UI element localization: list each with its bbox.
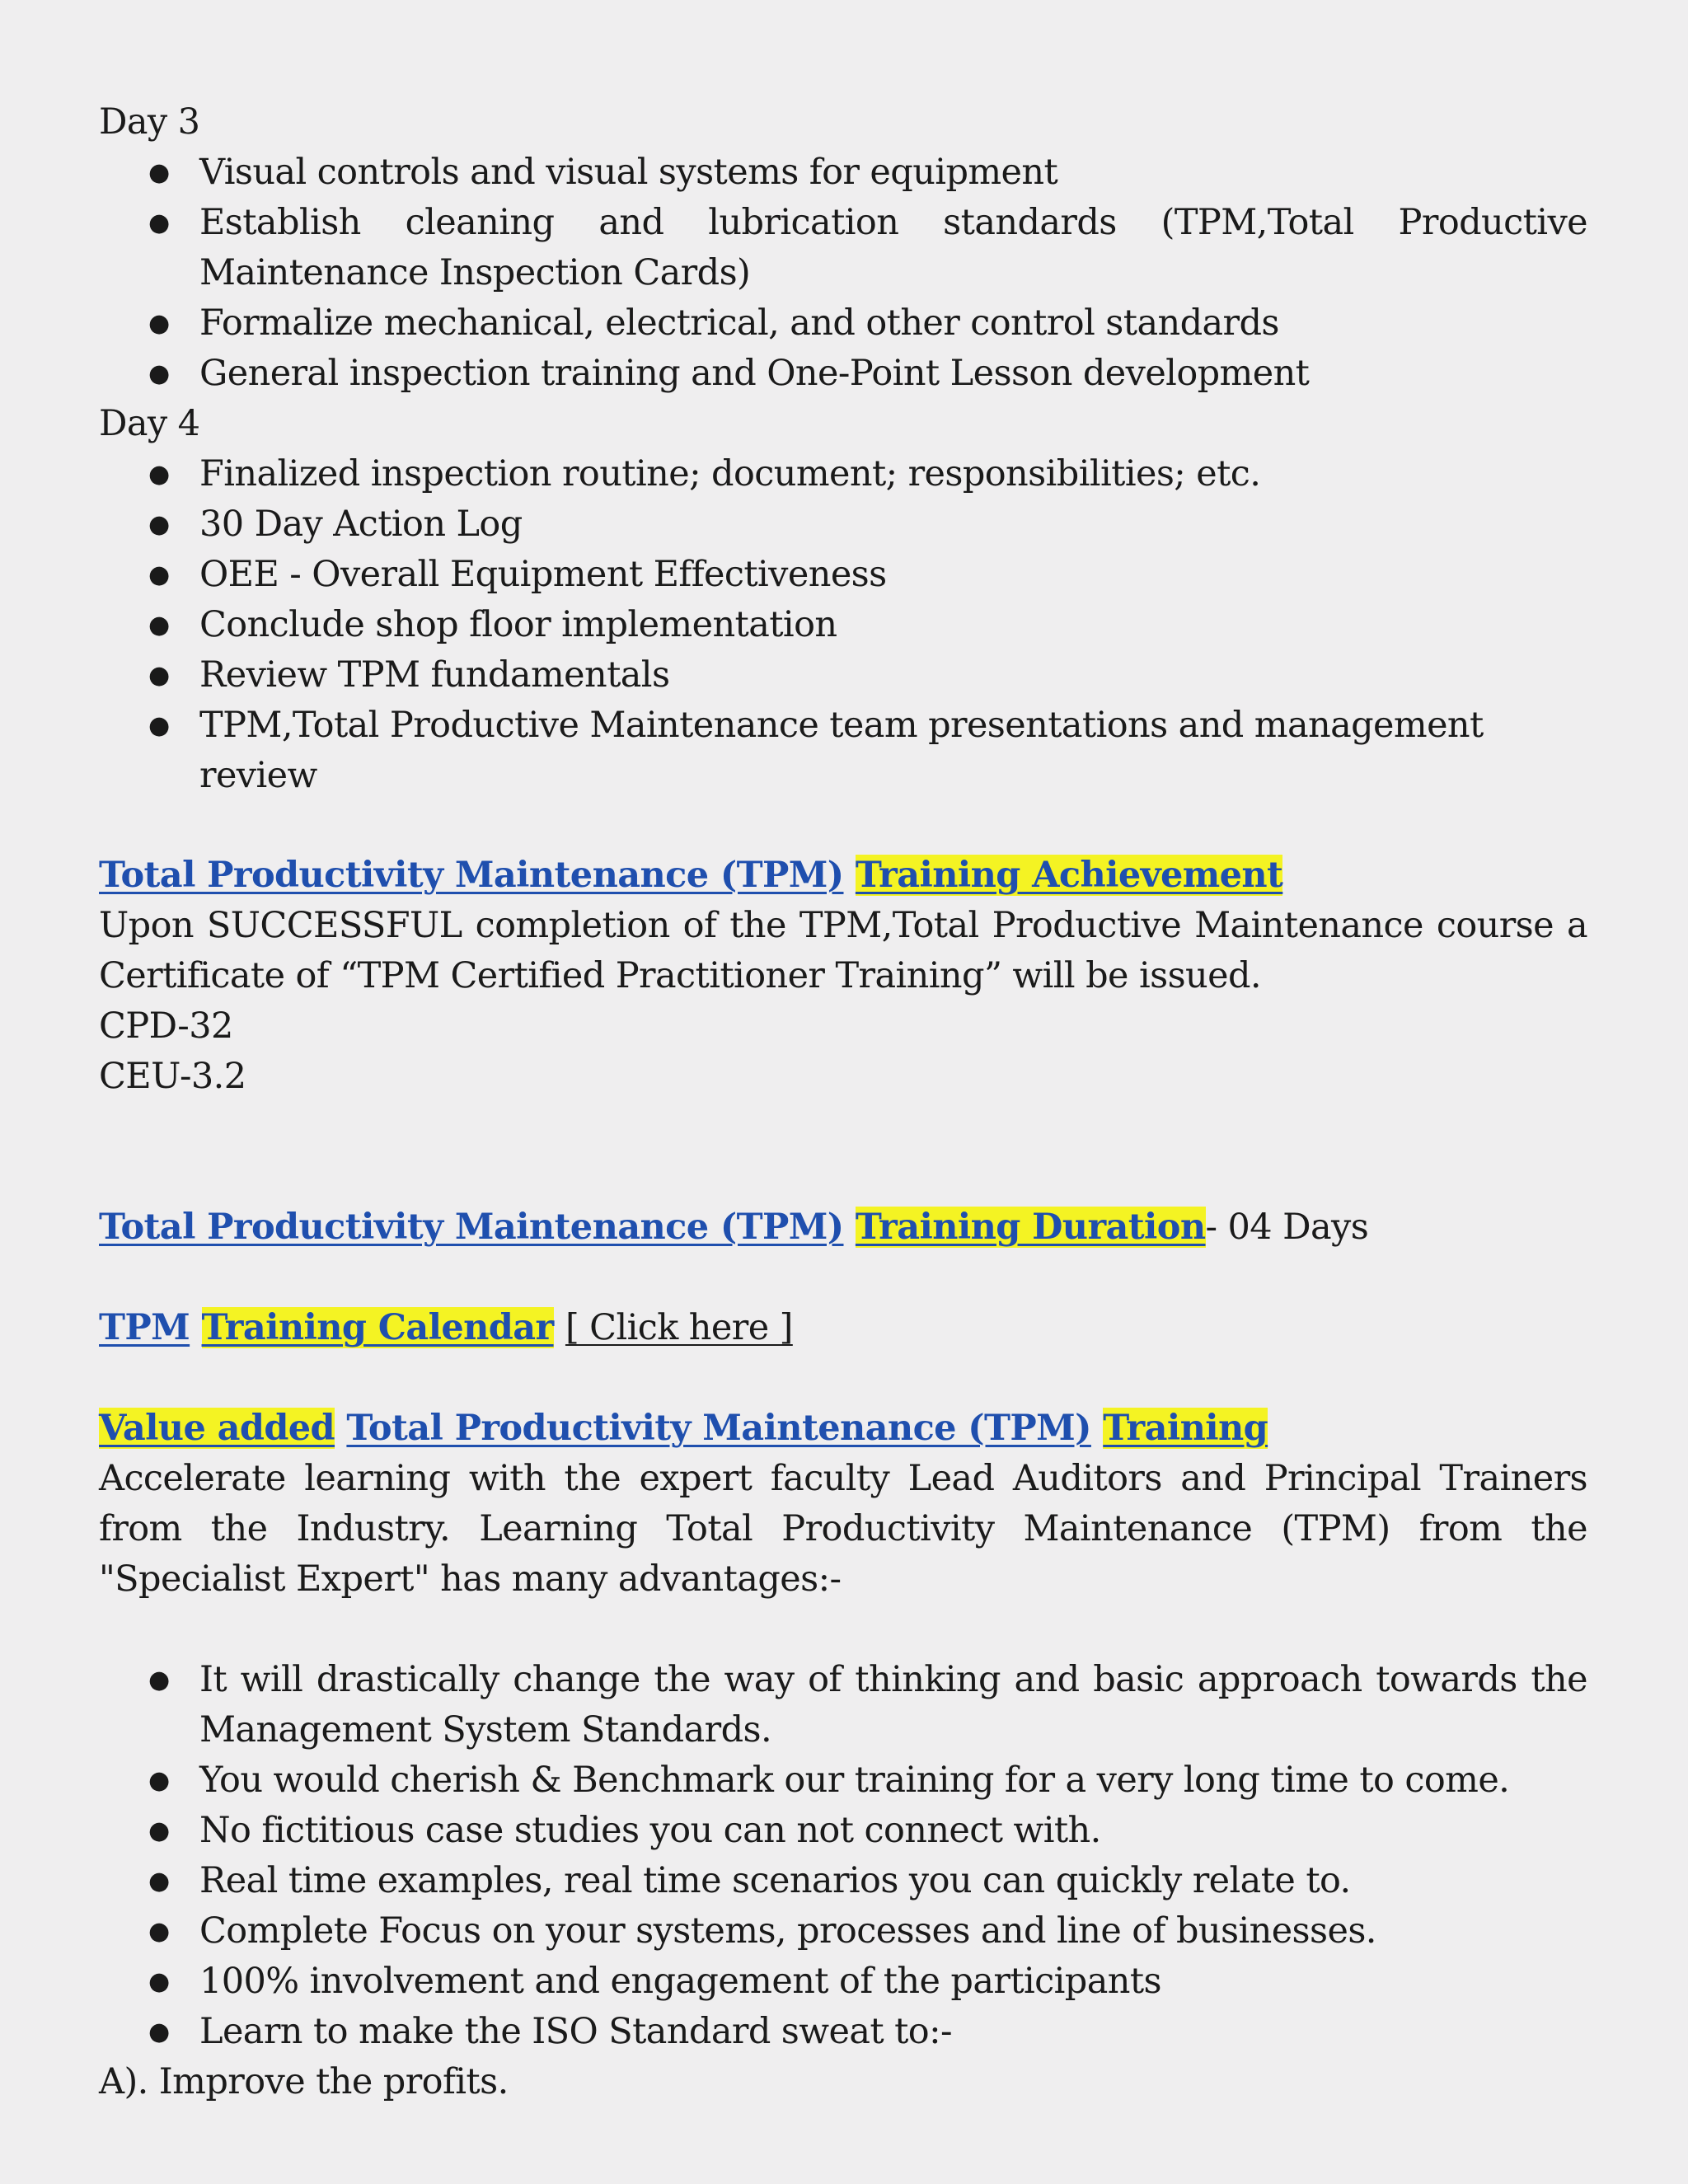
list-item: ● Review TPM fundamentals: [199, 650, 1587, 701]
achievement-heading: [99, 851, 1587, 901]
list-item: ● OEE - Overall Equipment Effectiveness: [199, 550, 1587, 600]
value-added-list: [99, 1655, 1587, 2057]
ceu-value: CEU-3.2: [99, 1056, 246, 1097]
day-4-list: [99, 449, 1587, 801]
list-item: ● You would cherish & Benchmark our training for a very long time to come.: [199, 1755, 1587, 1806]
value-added-heading-training[interactable]: Training: [1103, 1408, 1268, 1449]
list-item: ● TPM,Total Productive Maintenance team presentations and management review: [199, 701, 1587, 801]
list-item: ● No fictitious case studies you can not connect with.: [199, 1806, 1587, 1856]
list-item: ● Real time examples, real time scenarios you can quickly relate to.: [199, 1856, 1587, 1906]
calendar-heading-highlight[interactable]: Training Calendar: [201, 1307, 554, 1348]
duration-heading: [99, 1202, 1587, 1253]
day-4-label: Day 4: [99, 403, 200, 444]
cpd-value: CPD-32: [99, 1005, 233, 1047]
achievement-body: Upon SUCCESSFUL completion of the TPM,Total Productive Maintenance course a Certificate of “TPM Certified Practitioner Training” will be issued.: [99, 905, 1587, 996]
achievement-heading-highlight[interactable]: Training Achievement: [855, 855, 1283, 896]
list-item: ● Formalize mechanical, electrical, and other control standards: [199, 298, 1587, 349]
value-added-footer: A). Improve the profits.: [99, 2061, 509, 2102]
value-added-heading-link[interactable]: Total Productivity Maintenance (TPM): [346, 1408, 1091, 1449]
list-item: ● Finalized inspection routine; document; responsibilities; etc.: [199, 449, 1587, 499]
list-item: ● It will drastically change the way of thinking and basic approach towards the Management System Standards.: [199, 1655, 1587, 1755]
duration-heading-link[interactable]: Total Productivity Maintenance (TPM): [99, 1207, 844, 1248]
day-3-label: Day 3: [99, 101, 200, 143]
list-item: ● General inspection training and One-Point Lesson development: [199, 349, 1587, 399]
list-item: ● 30 Day Action Log: [199, 499, 1587, 550]
list-item: ● Complete Focus on your systems, processes and line of businesses.: [199, 1906, 1587, 1957]
value-added-heading: [99, 1404, 1587, 1454]
duration-heading-highlight[interactable]: Training Duration: [855, 1207, 1206, 1248]
value-added-body: Accelerate learning with the expert faculty Lead Auditors and Principal Trainers from the Industry. Learning Total Productivity Maintenance (TPM) from the "Specialist Expert" has many advantages:-: [99, 1458, 1587, 1600]
value-added-heading-highlight[interactable]: Value added: [99, 1408, 335, 1449]
list-item: ● Establish cleaning and lubrication standards (TPM,Total Productive Maintenance Inspection Cards): [199, 198, 1587, 298]
calendar-click-here-link[interactable]: [ Click here ]: [565, 1307, 793, 1348]
list-item: ● 100% involvement and engagement of the participants: [199, 1957, 1587, 2007]
list-item: ● Learn to make the ISO Standard sweat to:-: [199, 2007, 1587, 2057]
list-item: ● Conclude shop floor implementation: [199, 600, 1587, 650]
day-3-list: [99, 148, 1587, 399]
calendar-heading-link[interactable]: TPM: [99, 1307, 190, 1348]
document-page: [99, 97, 1587, 2107]
duration-value: - 04 Days: [1205, 1207, 1369, 1248]
list-item: ● Visual controls and visual systems for equipment: [199, 148, 1587, 198]
achievement-heading-link[interactable]: Total Productivity Maintenance (TPM): [99, 855, 844, 896]
calendar-heading: [99, 1303, 1587, 1353]
